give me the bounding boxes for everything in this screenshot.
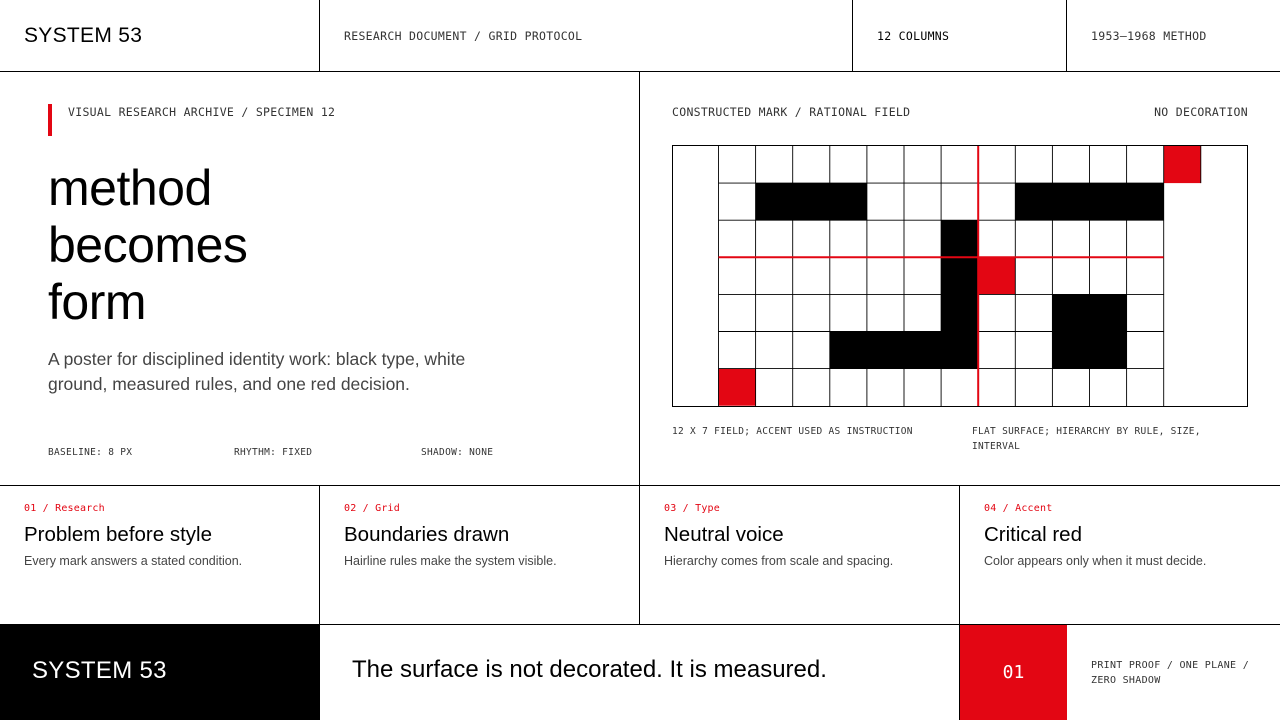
rational-field-grid [673,146,1247,406]
footer-statement: The surface is not decorated. It is measured. [352,656,827,683]
card-text: Color appears only when it must decide. [984,554,1207,568]
card-text: Hairline rules make the system visible. [344,554,557,568]
footer-number-block [960,625,1067,720]
specimen-caption-left: 12 X 7 FIELD; ACCENT USED AS INSTRUCTION [672,426,913,437]
principle-card [960,486,1280,624]
field-cell-black [1090,294,1127,331]
principle-card [0,486,320,624]
card-text: Hierarchy comes from scale and spacing. [664,554,894,568]
field-cell-red [719,369,756,406]
field-cell-red [978,257,1015,294]
headline-line: method [48,160,212,216]
principle-card [640,486,960,624]
field-cell-black [1127,183,1164,220]
field-cell-black [941,257,978,294]
accent-bar [48,104,52,136]
divider [319,0,320,72]
principle-card [320,486,640,624]
document-cell [344,0,844,71]
divider [852,0,853,72]
field-cell-black [1052,294,1089,331]
specimen-caption-right: FLAT SURFACE; HIERARCHY BY RULE, SIZE, INTERVAL [972,426,1201,452]
field-cell-black [1052,332,1089,369]
card-title: Critical red [984,523,1082,546]
field-cell-black [941,220,978,257]
meta-rhythm: RHYTHM: FIXED [234,447,313,458]
card-title: Problem before style [24,523,213,546]
card-number: 04 / Accent [984,503,1053,514]
specimen-label: CONSTRUCTED MARK / RATIONAL FIELD [672,105,911,119]
method-label: 1953–1968 METHOD [1091,28,1207,43]
footer-note: PRINT PROOF / ONE PLANE / ZERO SHADOW [1091,660,1250,686]
field-cell-black [830,183,867,220]
field-cell-black [1090,183,1127,220]
field-cell-black [1052,183,1089,220]
card-title: Neutral voice [664,523,784,546]
field-cell-black [867,332,904,369]
footer-number: 01 [1002,662,1025,683]
card-number: 01 / Research [24,503,105,514]
field-cell-black [1015,183,1052,220]
card-number: 03 / Type [664,503,720,514]
field-cell-red [1164,146,1201,183]
field-cell-black [904,332,941,369]
field-cell-black [1090,332,1127,369]
document-label: RESEARCH DOCUMENT / GRID PROTOCOL [344,28,583,43]
divider [1066,0,1067,72]
brand-cell [24,0,314,71]
columns-cell [877,0,1062,71]
field-cell-black [793,183,830,220]
card-title: Boundaries drawn [344,523,510,546]
hero-kicker: VISUAL RESEARCH ARCHIVE / SPECIMEN 12 [68,105,336,119]
hero-lede: A poster for disciplined identity work: black type, white ground, measured rules, and one red decision. [48,349,466,394]
field-cell-black [941,332,978,369]
method-cell [1091,0,1276,71]
headline-line: form [48,274,146,330]
hero-headline [48,160,247,331]
constructed-mark [672,145,1248,407]
field-cell-black [941,294,978,331]
field-cell-black [830,332,867,369]
headline-line: becomes [48,217,248,273]
top-bar [0,0,1280,72]
field-cell-black [756,183,793,220]
footer-brand: SYSTEM 53 [32,657,167,684]
card-text: Every mark answers a stated condition. [24,554,243,568]
columns-label: 12 COLUMNS [877,28,950,43]
meta-baseline: BASELINE: 8 PX [48,447,133,458]
card-number: 02 / Grid [344,503,400,514]
meta-shadow: SHADOW: NONE [421,447,494,458]
hero-divider [639,72,640,486]
specimen-note: NO DECORATION [1154,105,1248,119]
brand-name: SYSTEM 53 [24,23,143,47]
